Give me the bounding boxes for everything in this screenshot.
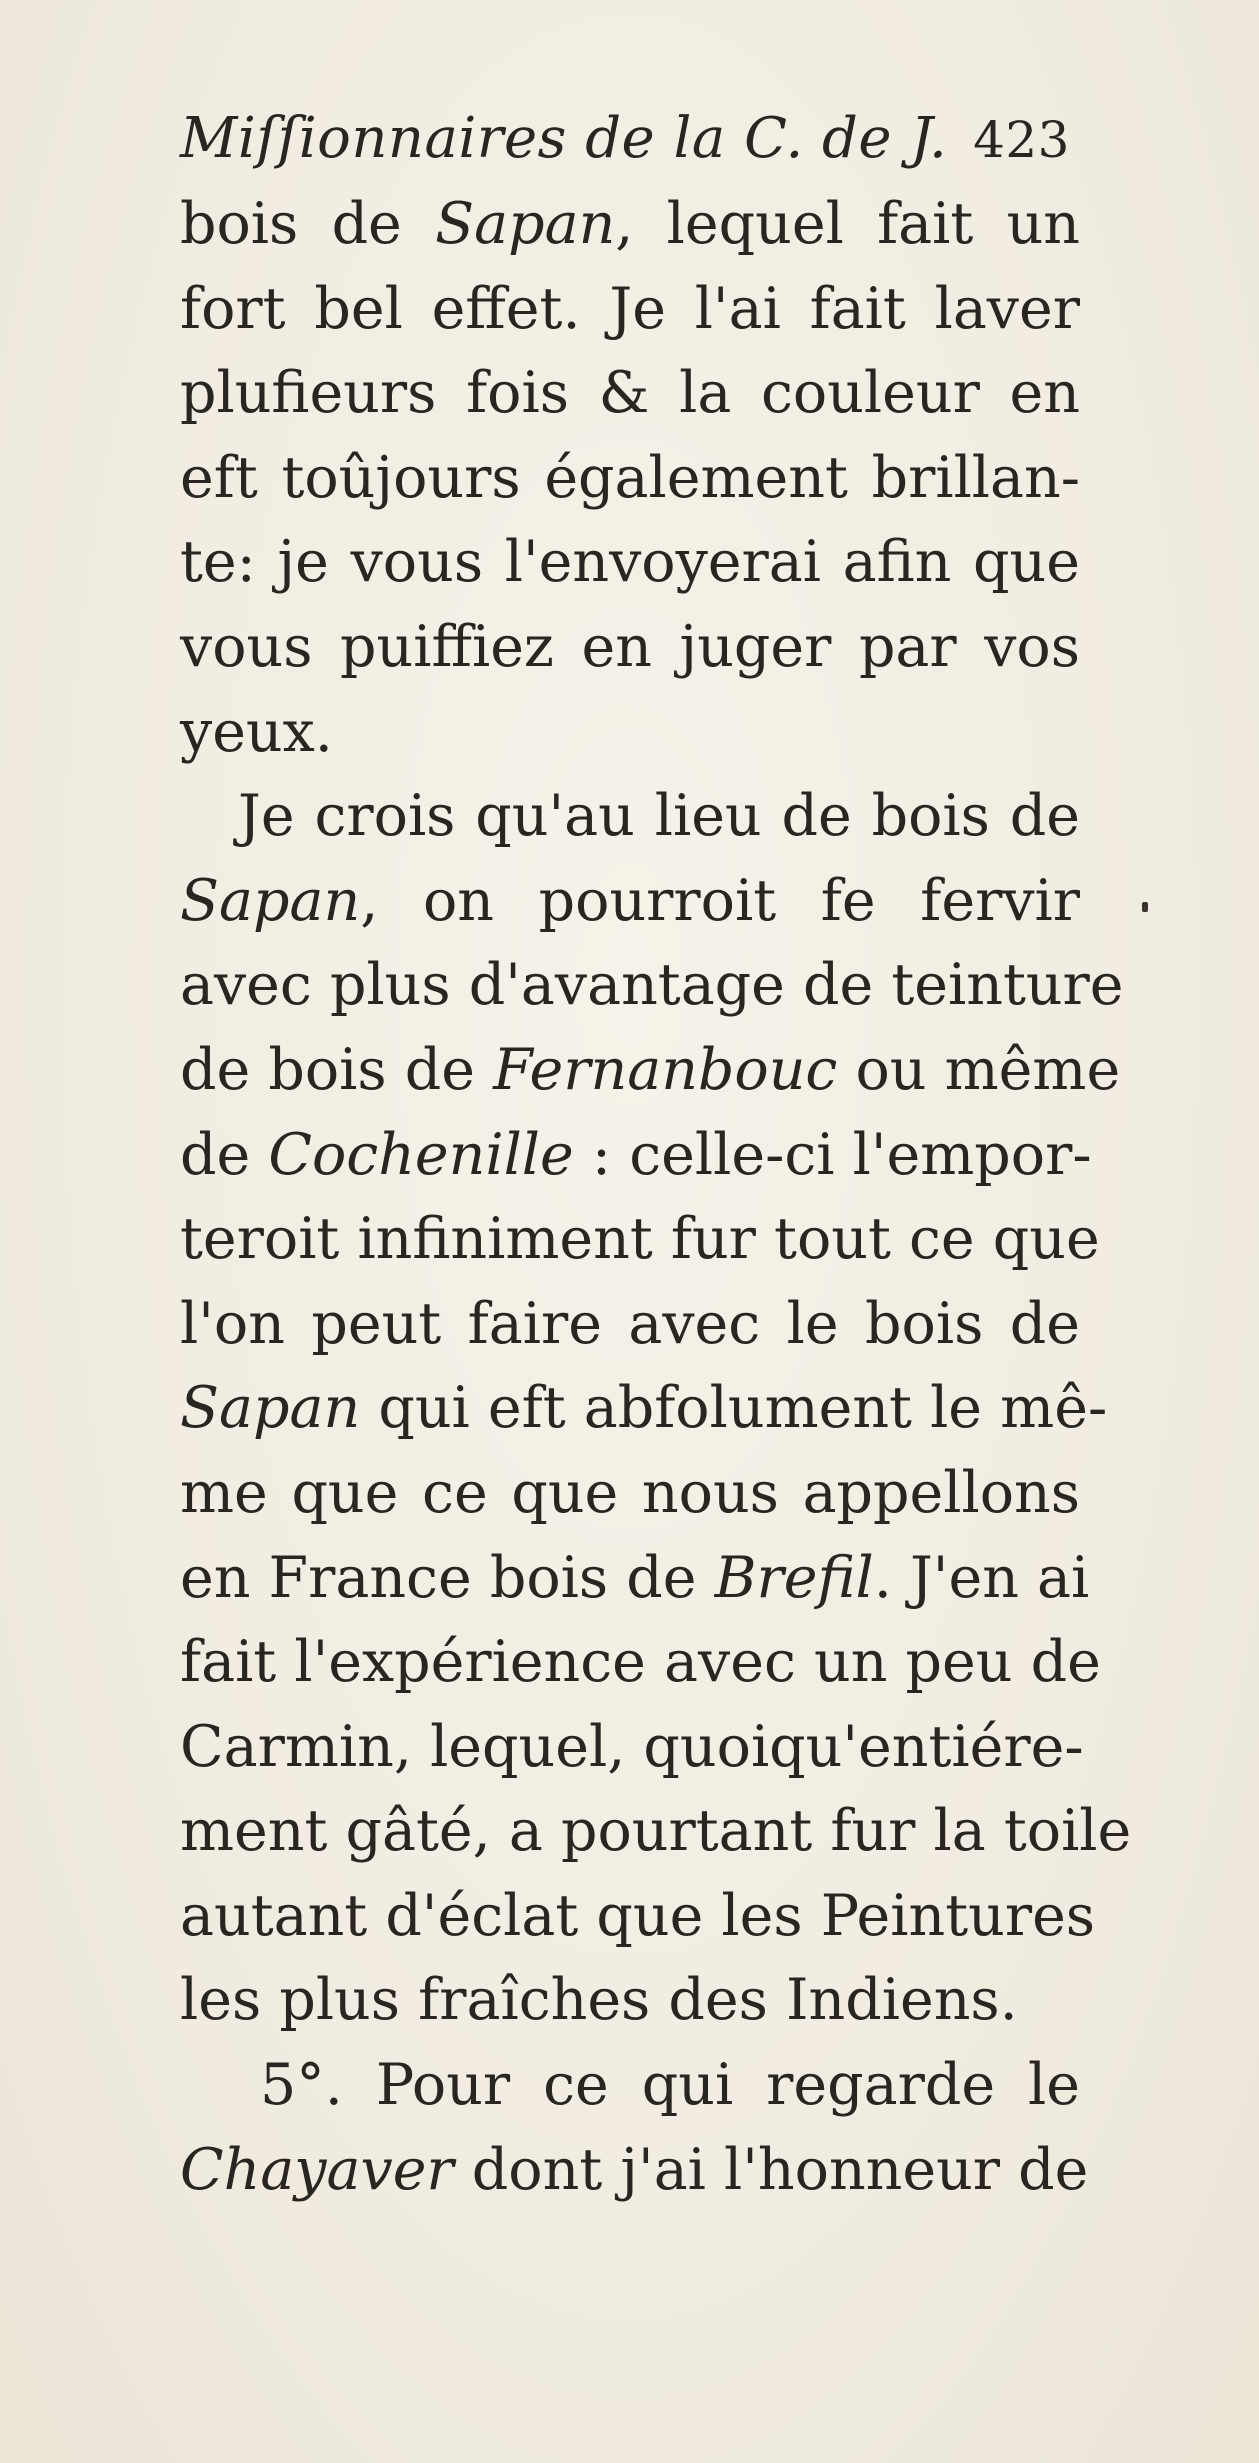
text-line — [180, 1366, 1108, 1451]
text-run: qui eft abfolument le mê- — [360, 1375, 1108, 1442]
text-run: me que ce que nous appellons — [180, 1459, 1080, 1526]
italic-term: Fernanbouc — [493, 1036, 838, 1103]
italic-term: Chayaver — [180, 2136, 454, 2203]
text-line — [180, 351, 1080, 436]
text-run: de bois de — [180, 1036, 494, 1103]
text-run: l'on peut faire avec le bois de — [180, 1290, 1080, 1357]
text-run: teroit infiniment fur tout ce que — [180, 1206, 1100, 1273]
text-line — [180, 1113, 1092, 1198]
text-line — [180, 1028, 1121, 1113]
text-line — [180, 1874, 1096, 1959]
text-line — [180, 859, 1080, 944]
text-run: yeux. — [180, 698, 333, 765]
text-line — [180, 436, 1080, 521]
text-line — [180, 267, 1080, 352]
italic-term: Cochenille — [268, 1121, 574, 1188]
text-run: te: je vous l'envoyerai afin que — [180, 529, 1080, 596]
italic-term: Sapan — [180, 867, 361, 934]
text-run: Carmin, lequel, quoiqu'entiére- — [180, 1713, 1084, 1780]
text-line — [180, 1958, 1080, 2043]
text-run: : celle-ci l'empor- — [573, 1121, 1092, 1188]
text-run: en France bois de — [180, 1544, 715, 1611]
text-run: , on pourroit fe fervir — [360, 867, 1080, 934]
text-line — [180, 2043, 1080, 2128]
text-run: , lequel fait un — [615, 191, 1080, 257]
text-run: . J'en ai — [873, 1544, 1090, 1611]
text-line — [180, 943, 1124, 1028]
text-run: avec plus d'avantage de teinture — [180, 952, 1124, 1019]
text-run: dont j'ai l'honneur de — [453, 2136, 1089, 2203]
text-run: eft toûjours également brillan- — [180, 444, 1080, 511]
italic-term: Sapan — [180, 1375, 361, 1442]
text-line — [180, 1789, 1132, 1874]
text-run: fait l'expérience avec un peu de — [180, 1629, 1101, 1696]
text-run: bois de — [180, 191, 436, 257]
text-run: vous puiffiez en juger par vos — [180, 613, 1080, 680]
text-line — [180, 1451, 1080, 1536]
text-run: Je crois qu'au lieu de bois de — [238, 783, 1080, 850]
text-line — [180, 774, 1080, 859]
text-line — [180, 520, 1080, 605]
text-run: ment gâté, a pourtant fur la toile — [180, 1798, 1132, 1865]
ink-speck — [1142, 902, 1148, 912]
italic-term: Brefil — [714, 1544, 874, 1611]
text-run: 5°. Pour ce qui regarde le — [260, 2052, 1080, 2119]
text-line — [180, 1620, 1101, 1705]
text-run: autant d'éclat que les Peintures — [180, 1882, 1096, 1949]
text-line — [180, 2128, 1089, 2213]
text-line — [180, 1197, 1100, 1282]
running-title: Miſſionnaires de la C. de J. — [180, 106, 948, 171]
text-line — [180, 1282, 1080, 1367]
text-line — [180, 182, 1080, 267]
text-line — [180, 605, 1080, 690]
italic-term: Sapan — [435, 191, 616, 257]
page-text — [180, 96, 1132, 2212]
text-line — [180, 1705, 1084, 1790]
text-run: ou même — [837, 1036, 1121, 1103]
page-number: 423 — [973, 111, 1070, 169]
text-line — [180, 690, 1080, 775]
text-run: fort bel effet. Je l'ai fait laver — [180, 275, 1080, 342]
text-run: plufieurs fois & la couleur en — [180, 360, 1080, 427]
text-run: de — [180, 1121, 269, 1188]
body-text — [180, 182, 1132, 2212]
running-head — [180, 96, 1080, 182]
text-line — [180, 1536, 1090, 1621]
text-run: les plus fraîches des Indiens. — [180, 1967, 1018, 2034]
